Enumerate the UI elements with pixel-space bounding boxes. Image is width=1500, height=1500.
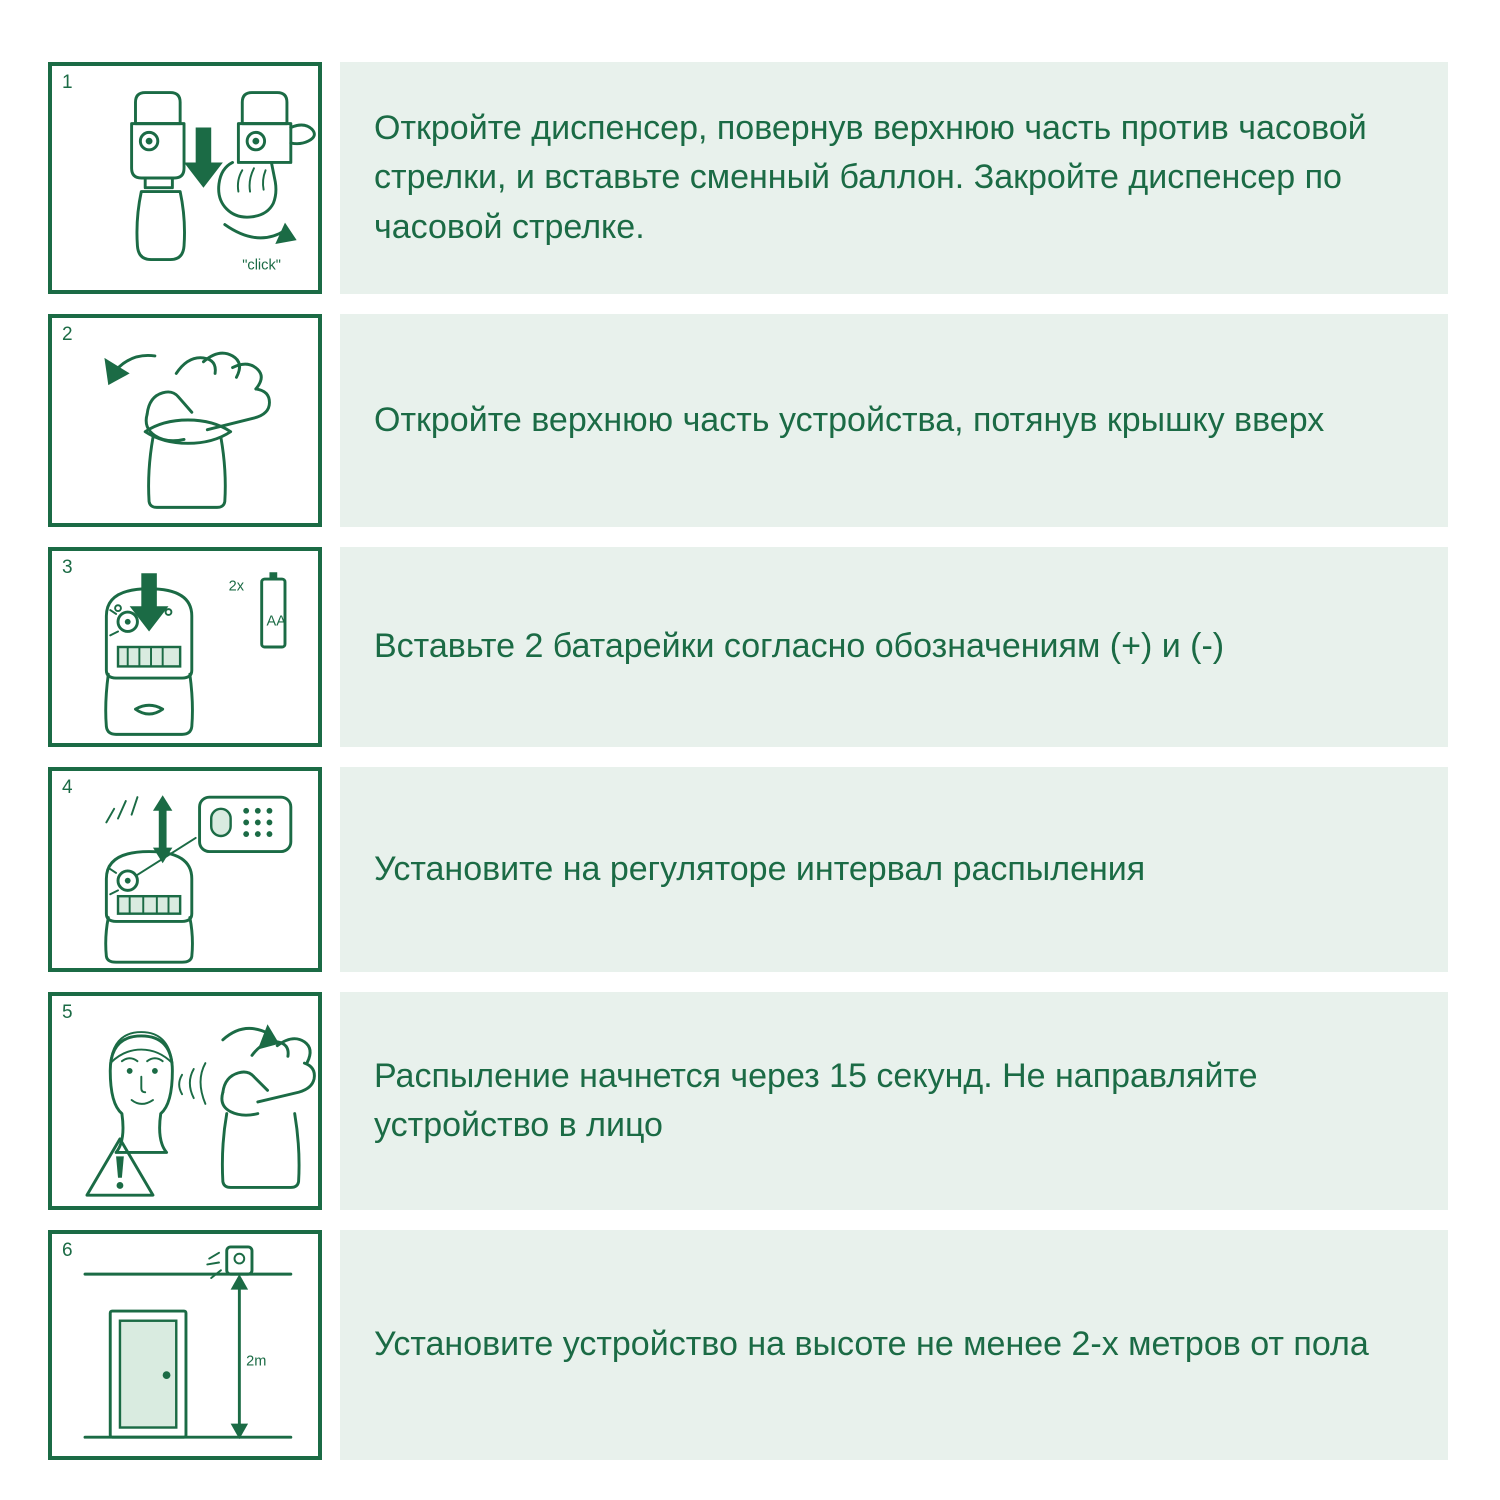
step-6-illustration [48, 1230, 322, 1460]
step-5-number: 5 [62, 1002, 73, 1023]
step-row-5 [48, 992, 1448, 1210]
steps-list [48, 62, 1448, 1460]
step-row-2 [48, 314, 1448, 527]
step-6-callout-label: 2m [246, 1353, 267, 1370]
step-5-text: Распыление начнется через 15 секунд. Не направляйте устройство в лицо [374, 1056, 1258, 1144]
step-3-text-panel [340, 547, 1448, 747]
step-1-text-panel [340, 62, 1448, 294]
step-2-illustration [48, 314, 322, 527]
step-1-number: 1 [62, 72, 73, 93]
step-2-number: 2 [62, 324, 73, 345]
step-2-text: Откройте верхнюю часть устройства, потянув крышку вверх [374, 400, 1325, 439]
step-6-text-panel [340, 1230, 1448, 1460]
step-row-4 [48, 767, 1448, 972]
step-3-illustration [48, 547, 322, 747]
step-3-battery-label: AA [266, 613, 286, 630]
step-4-number: 4 [62, 777, 73, 798]
step-3-text: Вставьте 2 батарейки согласно обозначениям (+) и (-) [374, 627, 1225, 666]
step-4-illustration [48, 767, 322, 972]
step-1-text: Откройте диспенсер, повернув верхнюю часть против часовой стрелки, и вставьте сменный баллон. Закройте диспенсер по часовой стрелке. [374, 109, 1367, 246]
step-2-text-panel [340, 314, 1448, 527]
step-5-illustration [48, 992, 322, 1210]
step-3-number: 3 [62, 557, 73, 578]
step-6-number: 6 [62, 1240, 73, 1261]
step-5-text-panel [340, 992, 1448, 1210]
step-4-text: Установите на регуляторе интервал распыления [374, 849, 1146, 888]
step-row-3 [48, 547, 1448, 747]
step-row-1 [48, 62, 1448, 294]
step-1-callout-label: "click" [242, 257, 281, 274]
step-4-text-panel [340, 767, 1448, 972]
step-1-illustration [48, 62, 322, 294]
step-3-callout-label: 2x [228, 578, 245, 595]
step-row-6 [48, 1230, 1448, 1460]
step-6-text: Установите устройство на высоте не менее 2-х метров от пола [374, 1325, 1369, 1364]
